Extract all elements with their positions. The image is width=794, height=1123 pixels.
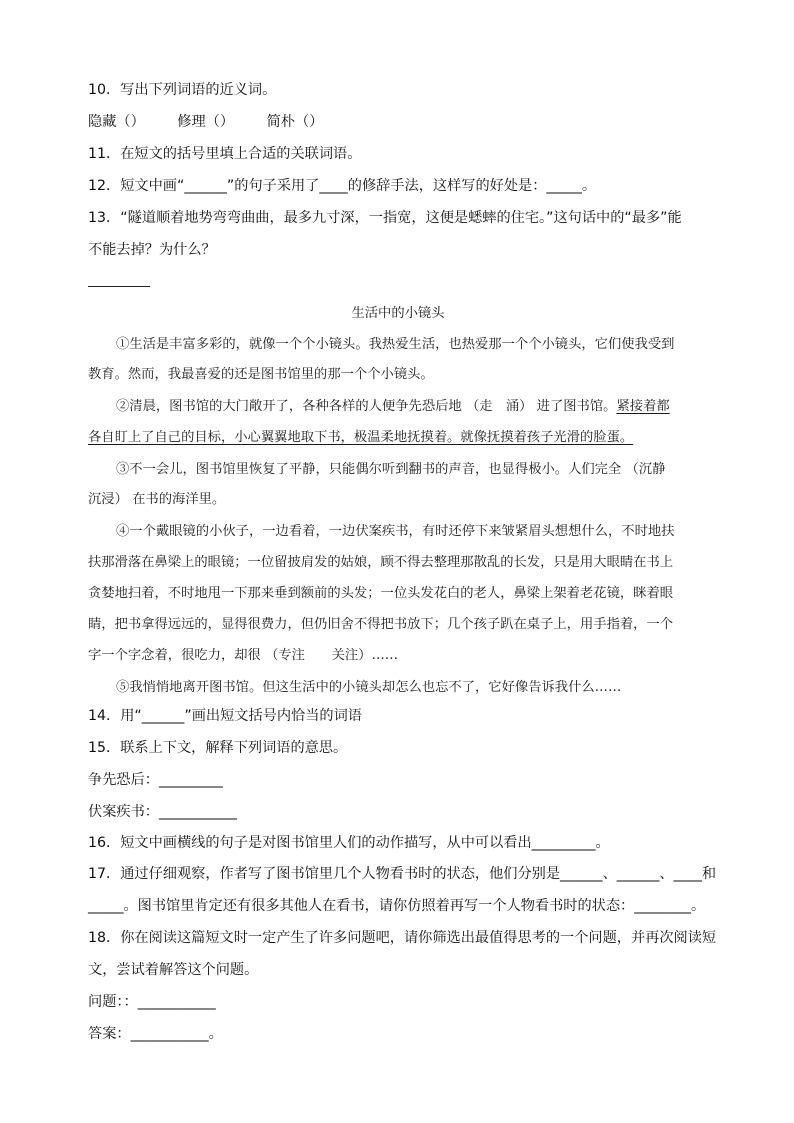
question-15-b: 伏案疾书：___________ [88, 804, 237, 820]
question-11: 11．在短文的括号里填上合适的关联词语。 [88, 146, 362, 162]
question-18-answer: 答案：___________。 [88, 1026, 223, 1042]
passage-title: 生活中的小镜头 [351, 306, 445, 321]
question-10: 10．写出下列词语的近义词。 [88, 82, 277, 98]
question-15: 15．联系上下文，解释下列词语的意思。 [88, 740, 348, 756]
passage-p2-line1 [116, 395, 736, 414]
passage-p5: ⑤我悄悄地离开图书馆。但这生活中的小镜头却怎么也忘不了，它好像告诉我什么…… [116, 680, 622, 695]
passage-p4-line1: ④一个戴眼镜的小伙子，一边看着，一边伏案疾书，有时还停下来皱紧眉头想想什么，不时地扶 [116, 524, 675, 539]
question-18-line2: 文，尝试着解答这个问题。 [88, 962, 259, 978]
question-18-question: 问题：：___________ [88, 994, 216, 1010]
underlined-sentence: 紧接着都 [616, 399, 670, 414]
passage-p4-line5: 字一个字念着，很吃力，却很 （专注 关注）…… [88, 648, 399, 663]
question-13-line1: 13．“隧道顺着地势弯弯曲曲，最多九寸深，一指宽，这便是蟋蟀的住宅。”这句话中的“最多”能 [88, 210, 682, 226]
synonym-item: 简朴（） [266, 114, 324, 130]
question-15-a: 争先恐后：_________ [88, 772, 223, 788]
question-17-line2: _____。图书馆里肯定还有很多其他人在看书，请你仿照着再写一个人物看书时的状态：________。 [88, 898, 706, 914]
passage-p4-line3: 贪婪地扫着，不时地甩一下那来垂到额前的头发；一位头发花白的老人，鼻梁上架着老花镜，眯着眼 [88, 586, 674, 601]
passage-p3-line1: ③不一会儿，图书馆里恢复了平静，只能偶尔听到翻书的声音，也显得极小。人们完全 （沉静 [116, 462, 666, 477]
passage-p4-line2: 扶那滑落在鼻梁上的眼镜；一位留披肩发的姑娘，顾不得去整理那散乱的长发，只是用大眼睛在书上 [88, 555, 674, 570]
passage-p2-text: ②清晨，图书馆的大门敞开了，各种各样的人便争先恐后地 （走 涌） 进了图书馆。 [116, 399, 617, 414]
question-17-line1: 17．通过仔细观察，作者写了图书馆里几个人物看书时的状态，他们分别是______、______、____和 [88, 866, 717, 882]
underlined-sentence-line2: 各自盯上了自己的目标，小心翼翼地取下书，极温柔地抚摸着。就像抚摸着孩子光滑的脸蛋。 [88, 430, 634, 445]
question-14: 14．用“______”画出短文括号内恰当的词语 [88, 708, 362, 724]
question-18-line1: 18．你在阅读这篇短文时一定产生了许多问题吧，请你筛选出最值得思考的一个问题，并再次阅读短 [88, 930, 717, 946]
answer-rule [88, 286, 150, 287]
passage-p1-line2: 教育。然而，我最喜爱的还是图书馆里的那一个个小镜头。 [88, 367, 434, 382]
question-16: 16．短文中画横线的句子是对图书馆里人们的动作描写，从中可以看出_________。 [88, 835, 610, 851]
question-12: 12．短文中画“______”的句子采用了____的修辞手法，这样写的好处是：_____。 [88, 178, 597, 194]
passage-p1-line1: ①生活是丰富多彩的，就像一个个小镜头。我热爱生活，也热爱那一个个小镜头，它们使我受到 [116, 337, 675, 352]
question-10-words [88, 112, 706, 132]
question-13-line2: 不能去掉？为什么？ [88, 242, 216, 258]
synonym-item: 隐藏（） [88, 114, 145, 130]
synonym-item: 修理（） [177, 114, 235, 130]
passage-p3-line2: 沉浸） 在书的海洋里。 [88, 492, 226, 507]
passage-p4-line4: 睛，把书拿得远远的，显得很费力，但仍旧舍不得把书放下；几个孩子趴在桌子上，用手指着，一个 [88, 617, 674, 632]
